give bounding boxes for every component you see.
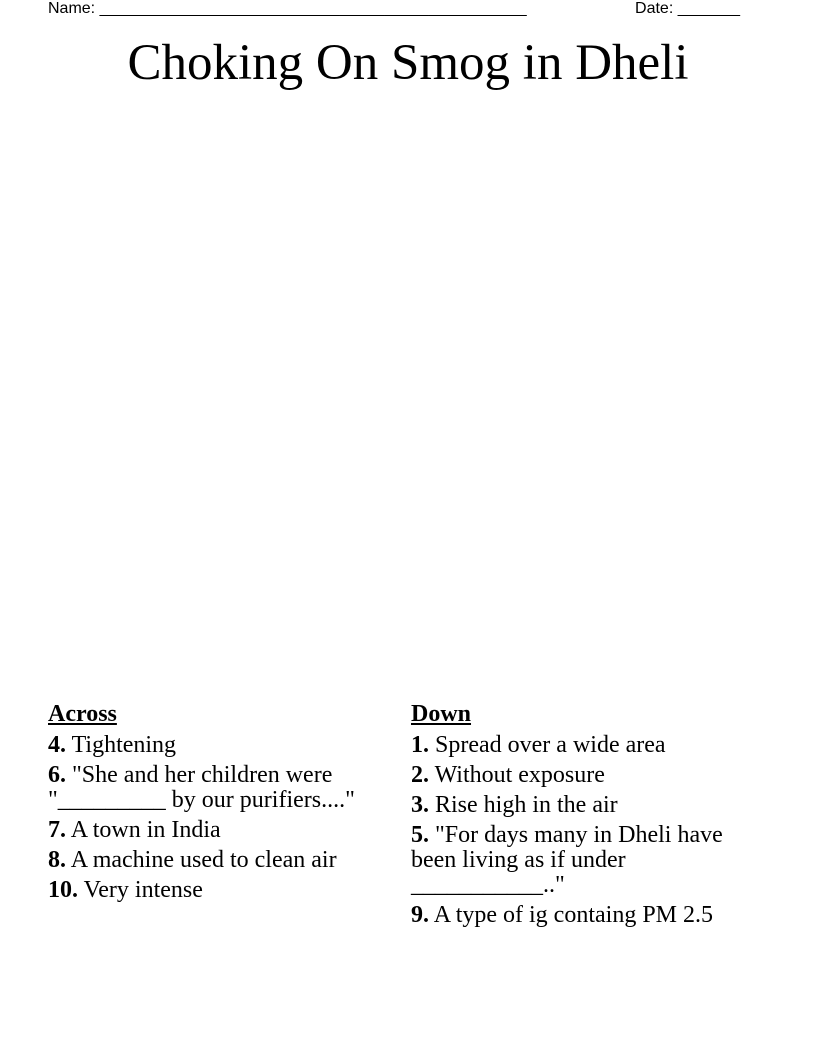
clue-text: A town in India [70, 817, 221, 843]
across-heading: Across [48, 701, 117, 727]
date-field-label: Date: _______ [635, 0, 740, 17]
clue-across-8 [48, 848, 388, 873]
clue-text: Without exposure [434, 762, 605, 788]
clue-down-5 [411, 823, 751, 898]
clue-number: 10. [48, 877, 78, 903]
clue-across-10 [48, 878, 388, 903]
clue-number: 7. [48, 817, 66, 843]
clue-text: "For days many in Dheli have been living as if under ___________.." [411, 822, 723, 898]
clue-text: "She and her children were "_________ by our purifiers...." [48, 762, 355, 813]
down-heading: Down [411, 701, 472, 727]
clue-across-4 [48, 733, 388, 758]
clue-text: Rise high in the air [435, 792, 618, 818]
clue-down-9 [411, 903, 751, 928]
clue-text: A machine used to clean air [70, 847, 337, 873]
clue-text: Spread over a wide area [435, 732, 666, 758]
down-clues [411, 702, 751, 933]
clue-number: 1. [411, 732, 429, 758]
clue-number: 5. [411, 822, 429, 848]
clue-down-3 [411, 793, 751, 818]
clue-number: 3. [411, 792, 429, 818]
page-title: Choking On Smog in Dheli [127, 35, 689, 91]
clue-across-7 [48, 818, 388, 843]
clue-text: Very intense [83, 877, 203, 903]
clue-number: 6. [48, 762, 66, 788]
clue-number: 8. [48, 847, 66, 873]
clue-across-6 [48, 763, 388, 813]
worksheet-header [48, 0, 740, 20]
across-clues [48, 702, 388, 908]
clue-text: A type of ig containg PM 2.5 [433, 902, 714, 928]
clue-down-1 [411, 733, 751, 758]
clue-number: 2. [411, 762, 429, 788]
clue-number: 4. [48, 732, 66, 758]
clue-number: 9. [411, 902, 429, 928]
name-field-label: Name: ________________________________________________ [48, 0, 527, 17]
clue-text: Tightening [71, 732, 177, 758]
crossword-grid-area [48, 100, 768, 690]
clue-down-2 [411, 763, 751, 788]
